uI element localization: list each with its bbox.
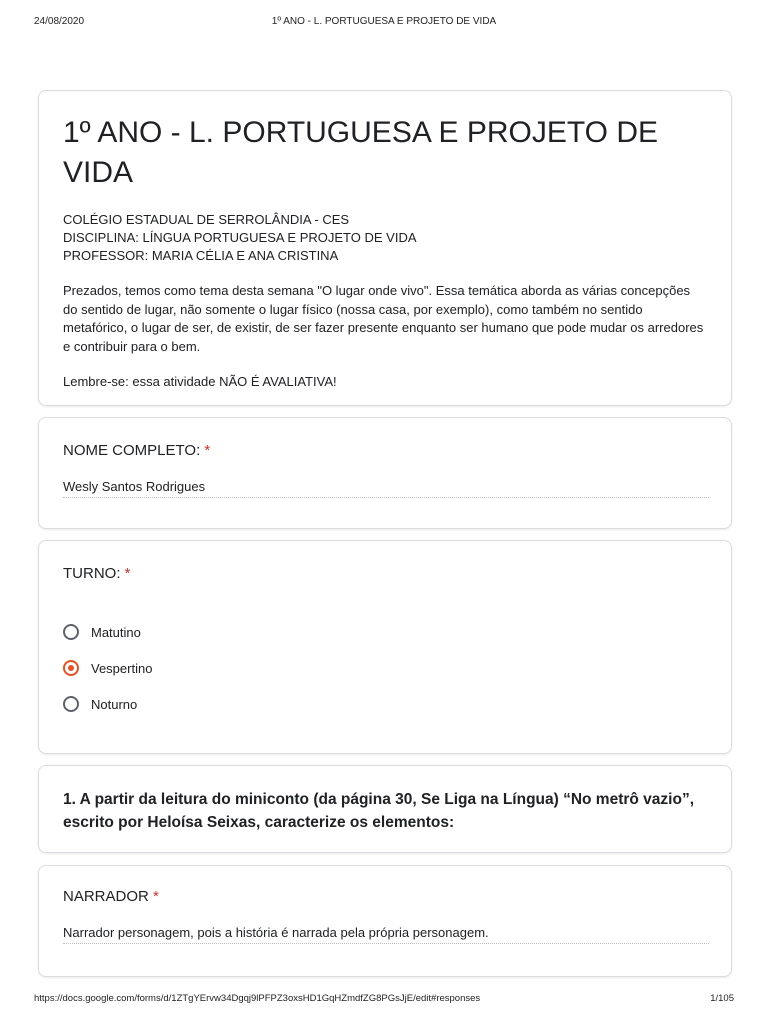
radio-label: Noturno	[91, 696, 138, 712]
print-date: 24/08/2020	[34, 16, 85, 27]
print-header	[0, 16, 768, 30]
radio-option-vespertino[interactable]	[63, 650, 707, 686]
radio-button[interactable]	[63, 696, 79, 712]
form-title	[63, 113, 707, 193]
required-asterisk: *	[124, 565, 131, 582]
question-label	[63, 888, 707, 905]
radio-button-selected[interactable]	[63, 660, 79, 676]
name-answer[interactable]: Wesly Santos Rodrigues	[63, 479, 709, 498]
discipline: DISCIPLINA: LÍNGUA PORTUGUESA E PROJETO DE VIDA	[63, 230, 417, 245]
school-name: COLÉGIO ESTADUAL DE SERROLÂNDIA - CES	[63, 212, 350, 227]
question-label	[63, 442, 707, 459]
question-turno-card	[38, 540, 732, 754]
name-label: NOME COMPLETO:	[63, 442, 201, 459]
question-label	[63, 565, 707, 582]
teachers: PROFESSOR: MARIA CÉLIA E ANA CRISTINA	[63, 248, 339, 263]
form-title-line1: 1º ANO - L. PORTUGUESA E PROJETO DE	[63, 116, 659, 149]
turno-label: TURNO:	[63, 565, 121, 582]
required-asterisk: *	[153, 888, 159, 905]
turno-options	[63, 614, 707, 722]
form-title-line2: VIDA	[63, 156, 134, 189]
narrador-label: NARRADOR	[63, 888, 149, 905]
reminder: Lembre-se: essa atividade NÃO É AVALIATIVA!	[63, 374, 337, 389]
print-title: 1º ANO - L. PORTUGUESA E PROJETO DE VIDA	[271, 16, 497, 27]
print-footer	[0, 993, 768, 1007]
question-narrador-card	[38, 865, 732, 977]
radio-label: Vespertino	[91, 660, 153, 676]
page-number: 1/105	[710, 993, 734, 1004]
section-title: 1. A partir da leitura do miniconto (da página 30, Se Liga na Língua) “No metrô vazio”, escrito por Heloísa Seixas, caracterize os elementos:	[63, 791, 694, 831]
form-description: Prezados, temos como tema desta semana "O lugar onde vivo". Essa temática aborda as várias concepções do sentido de lugar, não somente o lugar físico (nossa casa, por exemplo), como também no sentido metafórico, o lugar de ser, de existir, de ser fazer presente enquanto ser humano que pode mudar os arredores e contribuir para o bem.	[63, 283, 704, 354]
radio-option-noturno[interactable]	[63, 686, 707, 722]
narrador-answer[interactable]: Narrador personagem, pois a história é narrada pela própria personagem.	[63, 925, 709, 944]
print-url: https://docs.google.com/forms/d/1ZTgYErvw34Dgqj9lPFPZ3oxsHD1GqHZmdfZG8PGsJjE/edit#responses	[34, 993, 481, 1004]
radio-label: Matutino	[91, 624, 141, 640]
question-name-card	[38, 417, 732, 529]
radio-option-matutino[interactable]	[63, 614, 707, 650]
section-header-card	[38, 765, 732, 853]
required-asterisk: *	[204, 442, 211, 459]
form-header-card	[38, 90, 732, 406]
radio-button[interactable]	[63, 624, 79, 640]
